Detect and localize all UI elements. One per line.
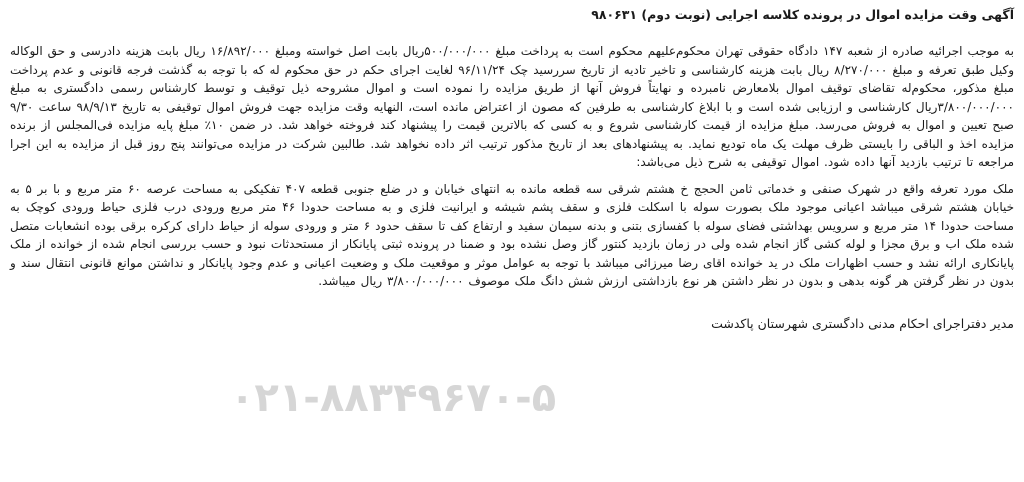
notice-paragraph-enforcement: به موجب اجرائیه صادره از شعبه ۱۴۷ دادگاه حقوقی تهران محکوم‌علیهم محکوم است به پرداخت مبلغ ۵۰۰/۰۰۰/۰۰۰ریال بابت اصل خواسته ومبلغ ۱۶/۸۹۲/۰۰۰ ریال بابت هزینه دادرسی و حق الوکاله وکیل طبق تعرفه و مبلغ ۸/۲۷۰/۰۰۰ ریال بابت هزینه کارشناسی و تاخیر تادیه از تاریخ سررسید چک ۹۶/۱۱/۲۴ لغایت اجرای حکم در حق محکوم له که با توجه به گذشت فرجه قانونی و عدم پرداخت مبلغ مذکور، محکوم‌له تقاضای توقیف اموال بلامعارض نامبرده و نهایتاً فروش آنها از طریق مزایده را نموده است و اموال مشروحه ذیل توقیف و توسط کارشناس رسمی دادگستری به مبلغ ۳/۸۰۰/۰۰۰/۰۰۰ریال کارشناسی و ارزیابی شده است و با ابلاغ کارشناسی به طرفین که مصون از اعتراض مانده است، النهایه وقت مزایده جهت فروش اموال توقیفی به تاریخ ۹۸/۹/۱۳ ساعت ۹/۳۰ صبح تعیین و اموال به فروش می‌رسد. مبلغ مزایده از قیمت کارشناسی شروع و به کسی که بالاترین قیمت را پیشنهاد کند فروخته خواهد شد. در ضمن ۱۰٪ مبلغ پایه مزایده فی‌المجلس از برنده مزایده اخذ و الباقی را بایستی ظرف مهلت یک ماه تودیع نماید. به پیشنهادهای بعد از تاریخ مذکور ترتیب اثر داده نخواهد شد. طالبین شرکت در مزایده می‌توانند پنج روز قبل از مزایده به این اجرا مراجعه تا ترتیب بازدید آنها داده شود. اموال توقیفی به شرح ذیل می‌باشد: bbox=[10, 44, 1015, 169]
notice-paragraph-property: ملک مورد تعرفه واقع در شهرک صنفی و خدماتی ثامن الحجج خ هشتم شرقی سه قطعه مانده به انتهای خیابان و در ضلع جنوبی قطعه ۴۰۷ تفکیکی به مساحت عرصه ۶۰ متر مربع و با بر ۵ به خیابان هشتم شرقی میباشد اعیانی موجود ملک بصورت سوله با اسکلت فلزی و سقف پشم شیشه و ایرانیت فلزی و به مساحت حدودا ۴۶ متر مربع ورودی درب فلزی حیاط ورودی کوچک به مساحت حدودا ۱۴ متر مربع و سرویس بهداشتی فضای سوله با کفسازی بتنی و بدنه سیمان سفید و ارتفاع کف تا سقف حدود ۶ متر و ورودی سوله از حیاط دارای کرکره برقی بوده انشعابات متصل شده ملک اب و برق مجزا و لوله کشی گاز انجام شده ولی در زمان بازدید کنتور گاز وصل نشده بود و ضمنا در پرونده ثبتی پایانکار از مستحدثات نبود و حسب بررسی انجام شده از خوانده از ملک پایانکاری ارائه نشد و حسب اظهارات ملک در ید خوانده اقای رضا میرزائی میباشد با توجه به عوامل موثر و موقعیت ملک و وضعیت اعیانی و عدم وجود پایانکار و نداشتن موانع قانونی انتقال سند و بدون در نظر گرفتن هر گونه بدهی و بدون در نظر داشتن هر نوع بازداشتی ارزش شش دانگ ملک موصوف ۳/۸۰۰/۰۰۰/۰۰۰ ریال میباشد. bbox=[10, 181, 1015, 288]
legal-notice-document bbox=[10, 6, 1014, 476]
phone-watermark: ۰۲۱-۸۸۳۴۹۶۷۰-۵ bbox=[230, 375, 557, 421]
notice-title: آگهی وقت مزایده اموال در پرونده کلاسه اجرایی (نوبت دوم) ۹۸۰۶۳۱ bbox=[591, 7, 1014, 22]
signature-line: مدیر دفتراجرای احکام مدنی دادگستری شهرستان پاکدشت bbox=[711, 315, 1014, 331]
